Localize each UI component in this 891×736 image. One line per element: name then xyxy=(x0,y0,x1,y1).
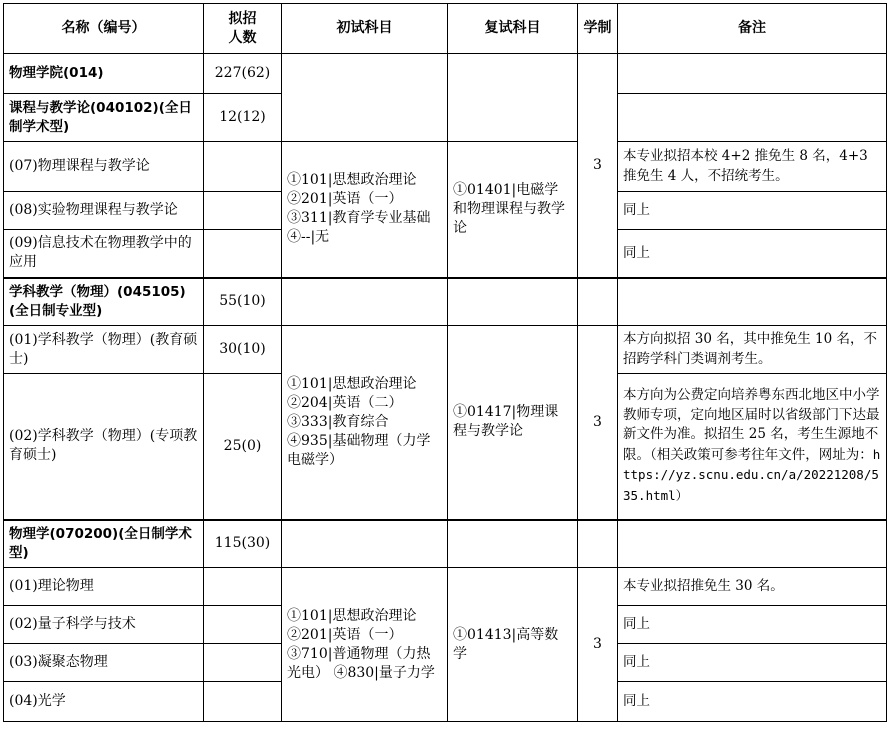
empty-cell xyxy=(282,278,448,326)
header-quota: 拟招 人数 xyxy=(204,4,282,54)
direction-name: (01)理论物理 xyxy=(4,568,204,606)
empty-cell xyxy=(618,520,887,568)
direction-remark xyxy=(618,374,887,520)
retest-subjects: ①01413|高等数学 xyxy=(448,568,578,722)
direction-name: (09)信息技术在物理教学中的应用 xyxy=(4,230,204,278)
empty-cell xyxy=(204,644,282,682)
major-quota: 115(30) xyxy=(204,520,282,568)
direction-remark: 同上 xyxy=(618,682,887,722)
school-row xyxy=(4,54,887,94)
direction-remark: 同上 xyxy=(618,644,887,682)
empty-cell xyxy=(204,142,282,192)
empty-cell xyxy=(448,54,578,142)
school-name: 物理学院(014) xyxy=(4,54,204,94)
direction-remark: 本专业拟招推免生 30 名。 xyxy=(618,568,887,606)
major-name: 物理学(070200)(全日制学术型) xyxy=(4,520,204,568)
direction-name: (08)实验物理课程与教学论 xyxy=(4,192,204,230)
direction-name: (02)学科教学（物理）(专项教育硕士) xyxy=(4,374,204,520)
header-prelim: 初试科目 xyxy=(282,4,448,54)
school-quota: 227(62) xyxy=(204,54,282,94)
direction-name: (01)学科教学（物理）(教育硕士) xyxy=(4,326,204,374)
major-years: 3 xyxy=(578,54,618,278)
prelim-subjects: ①101|思想政治理论 ②201|英语（一） ③710|普通物理（力热光电） ④830|量子力学 xyxy=(282,568,448,722)
remark-text: 本方向为公费定向培养粤东西北地区中小学教师专项，定向地区届时以省级部门下达最新文件为准。拟招生 25 名，考生生源地不限。（相关政策可参考往年文件，网址为： xyxy=(623,387,880,463)
direction-row xyxy=(4,326,887,374)
empty-cell xyxy=(618,278,887,326)
major-row xyxy=(4,520,887,568)
major-quota: 12(12) xyxy=(204,94,282,142)
header-years: 学制 xyxy=(578,4,618,54)
empty-cell xyxy=(618,94,887,142)
table-header-row xyxy=(4,4,887,54)
prelim-subjects: ①101|思想政治理论 ②204|英语（二） ③333|教育综合 ④935|基础物理（力学电磁学） xyxy=(282,326,448,520)
policy-link[interactable]: https://yz.scnu.edu.cn/a/20221208/535.html） xyxy=(623,446,881,503)
empty-cell xyxy=(578,278,618,326)
major-years: 3 xyxy=(578,568,618,722)
direction-remark: 同上 xyxy=(618,192,887,230)
empty-cell xyxy=(204,192,282,230)
direction-remark: 同上 xyxy=(618,606,887,644)
empty-cell xyxy=(282,54,448,142)
major-name: 课程与教学论(040102)(全日制学术型) xyxy=(4,94,204,142)
empty-cell xyxy=(448,520,578,568)
empty-cell xyxy=(204,230,282,278)
major-quota: 55(10) xyxy=(204,278,282,326)
major-row xyxy=(4,278,887,326)
empty-cell xyxy=(204,606,282,644)
direction-remark: 本专业拟招本校 4+2 推免生 8 名，4+3 推免生 4 人，不招统考生。 xyxy=(618,142,887,192)
direction-quota: 30(10) xyxy=(204,326,282,374)
empty-cell xyxy=(204,568,282,606)
empty-cell xyxy=(282,520,448,568)
direction-remark: 同上 xyxy=(618,230,887,278)
major-years: 3 xyxy=(578,326,618,520)
admissions-table xyxy=(3,3,887,722)
direction-quota: 25(0) xyxy=(204,374,282,520)
direction-name: (03)凝聚态物理 xyxy=(4,644,204,682)
header-name: 名称（编号） xyxy=(4,4,204,54)
retest-subjects: ①01417|物理课程与教学论 xyxy=(448,326,578,520)
direction-name: (04)光学 xyxy=(4,682,204,722)
major-name: 学科教学（物理）(045105)(全日制专业型) xyxy=(4,278,204,326)
direction-name: (02)量子科学与技术 xyxy=(4,606,204,644)
header-remark: 备注 xyxy=(618,4,887,54)
prelim-subjects: ①101|思想政治理论 ②201|英语（一） ③311|教育学专业基础 ④--|无 xyxy=(282,142,448,278)
empty-cell xyxy=(204,682,282,722)
direction-row xyxy=(4,142,887,192)
direction-name: (07)物理课程与教学论 xyxy=(4,142,204,192)
retest-subjects: ①01401|电磁学和物理课程与教学论 xyxy=(448,142,578,278)
direction-row xyxy=(4,568,887,606)
direction-remark: 本方向拟招 30 名，其中推免生 10 名，不招跨学科门类调剂考生。 xyxy=(618,326,887,374)
empty-cell xyxy=(618,54,887,94)
empty-cell xyxy=(578,520,618,568)
header-retest: 复试科目 xyxy=(448,4,578,54)
empty-cell xyxy=(448,278,578,326)
